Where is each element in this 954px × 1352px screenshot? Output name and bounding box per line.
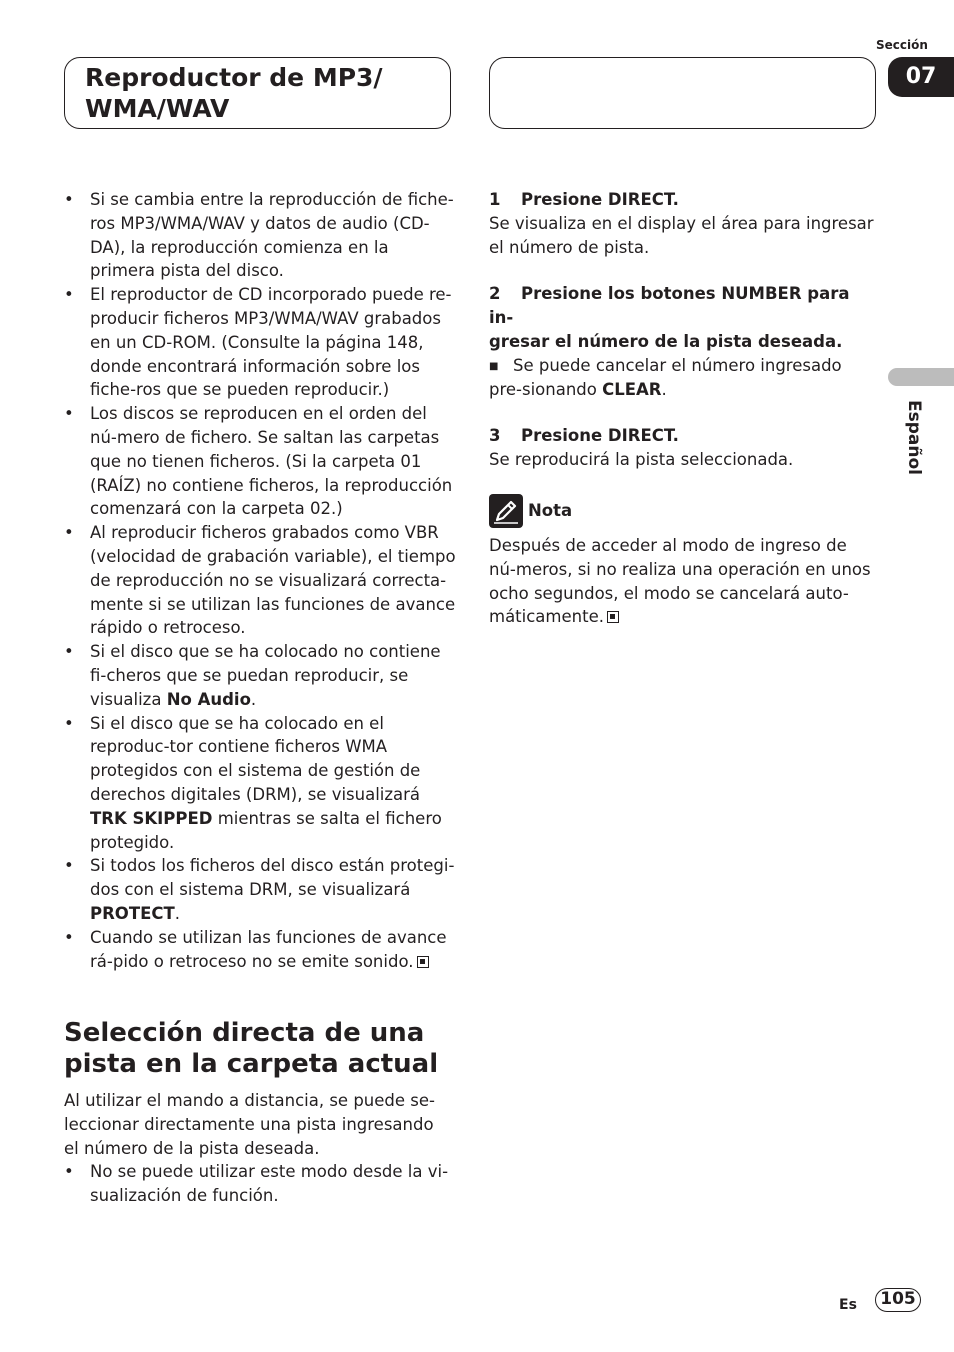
step-2-heading: 2 Presione los botones NUMBER para in- gresar el número de la pista deseada. bbox=[489, 283, 850, 351]
intro-bullet-list bbox=[64, 1160, 449, 1208]
square-bullet-icon: ■ bbox=[489, 360, 499, 372]
chapter-title-line1: Reproductor de MP3/ bbox=[85, 63, 383, 92]
list-item: • Al reproducir ficheros grabados como VBR (velocidad de grabación variable), el tiempo de reproducción no se visualizará correcta-mente si se utilizan las funciones de avance rápido o retroceso. bbox=[64, 521, 456, 640]
intro-paragraph: Al utilizar el mando a distancia, se puede se-leccionar directamente una pista ingresando el número de la pista deseada. bbox=[64, 1091, 435, 1158]
empty-header-box bbox=[489, 57, 876, 129]
note-header bbox=[489, 494, 875, 528]
list-item: • Si todos los ficheros del disco están protegi-dos con el sistema DRM, se visualizará PROTECT. bbox=[64, 854, 456, 925]
right-column bbox=[489, 188, 875, 629]
list-item: • No se puede utilizar este modo desde la vi-sualización de función. bbox=[64, 1160, 449, 1208]
display-message: CLEAR bbox=[602, 380, 662, 400]
section-heading bbox=[64, 1018, 464, 1080]
section-number-badge: 07 bbox=[888, 57, 954, 97]
note-label: Nota bbox=[528, 501, 573, 521]
section-intro bbox=[64, 1089, 449, 1208]
step-1-heading: 1 Presione DIRECT. bbox=[489, 188, 875, 212]
list-item: • Si el disco que se ha colocado no contiene fi-cheros que se puedan reproducir, se visualiza No Audio. bbox=[64, 640, 456, 711]
step-2-subitem: ■ Se puede cancelar el número ingresado pre-sionando CLEAR. bbox=[489, 355, 842, 400]
page-number: 105 bbox=[875, 1288, 921, 1312]
list-item: • Los discos se reproducen en el orden del nú-mero de fichero. Se saltan las carpetas que no tienen ficheros. (Si la carpeta 01 (RAÍZ) no contiene ficheros, la reproducción comenzará con la carpeta 02.) bbox=[64, 402, 456, 521]
chapter-title-line2: WMA/WAV bbox=[85, 94, 230, 123]
language-tab-label: Español bbox=[904, 400, 924, 475]
step-number: 1 bbox=[489, 190, 501, 209]
end-of-section-icon bbox=[417, 956, 429, 968]
section-label: Sección bbox=[876, 38, 928, 52]
list-item: • Si el disco que se ha colocado en el reproduc-tor contiene ficheros WMA protegidos con el sistema de gestión de derechos digitales (DRM), se visualizará TRK SKIPPED mientras se salta el fichero protegido. bbox=[64, 712, 456, 855]
section-heading-line2: pista en la carpeta actual bbox=[64, 1049, 439, 1079]
display-message: No Audio bbox=[166, 689, 251, 709]
step-number: 3 bbox=[489, 426, 501, 446]
pencil-note-icon bbox=[489, 494, 523, 528]
step-3-body: Se reproducirá la pista seleccionada. bbox=[489, 450, 794, 470]
list-item: • El reproductor de CD incorporado puede re-producir ficheros MP3/WMA/WAV grabados en un CD-ROM. (Consulte la página 148, donde encontrará información sobre los fiche-ros que se pueden reproducir.) bbox=[64, 283, 456, 402]
step-3-heading: 3 Presione DIRECT. bbox=[489, 424, 875, 448]
note-body: Después de acceder al modo de ingreso de nú-meros, si no realiza una operación en unos ocho segundos, el modo se cancelará auto-máticamente. bbox=[489, 535, 871, 627]
end-of-section-icon bbox=[607, 611, 619, 623]
list-item: • Cuando se utilizan las funciones de avance rá-pido o retroceso no se emite sonido. bbox=[64, 926, 456, 974]
left-column bbox=[64, 188, 456, 973]
step-number: 2 bbox=[489, 283, 501, 303]
list-item: • Si se cambia entre la reproducción de fiche-ros MP3/WMA/WAV y datos de audio (CD-DA), la reproducción comienza en la primera pista del disco. bbox=[64, 188, 456, 283]
language-tab-bar bbox=[888, 368, 954, 386]
display-message: PROTECT bbox=[90, 903, 175, 923]
step-1-body: Se visualiza en el display el área para ingresar el número de pista. bbox=[489, 214, 874, 257]
display-message: TRK SKIPPED bbox=[90, 808, 213, 828]
section-heading-line1: Selección directa de una bbox=[64, 1018, 425, 1048]
chapter-title bbox=[85, 62, 445, 124]
language-code: Es bbox=[839, 1297, 857, 1313]
bullet-list bbox=[64, 188, 456, 973]
